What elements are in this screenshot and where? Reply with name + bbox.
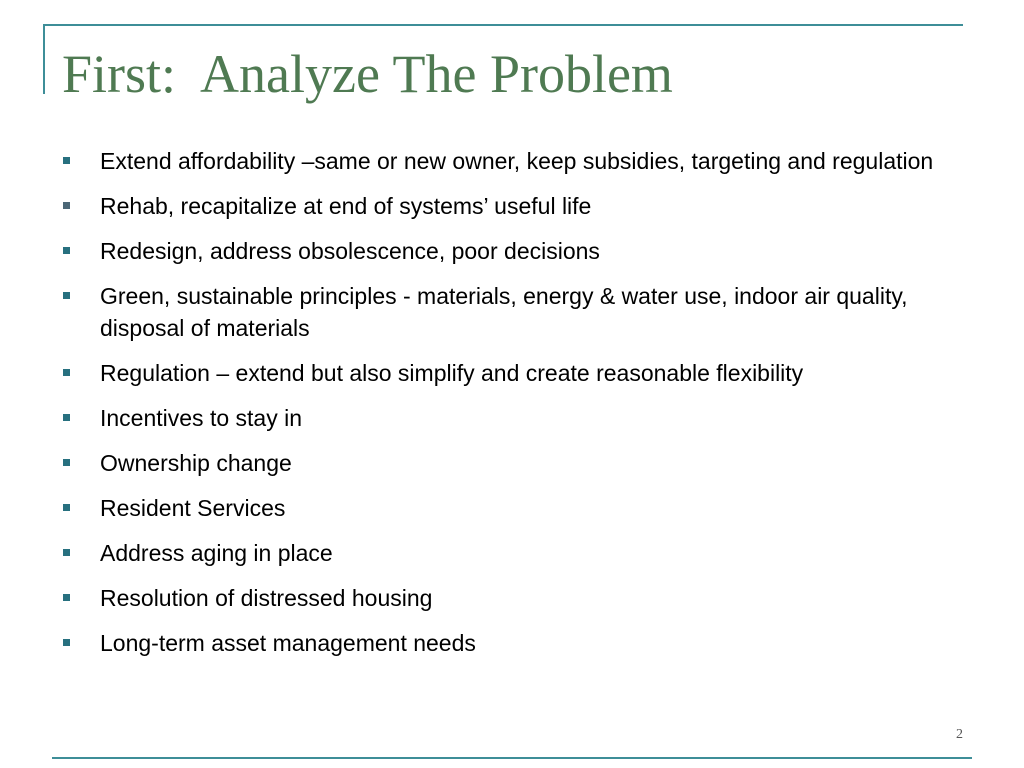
- bullet-item: [62, 402, 972, 434]
- bullet-text: Incentives to stay in: [100, 405, 302, 431]
- bullet-text: Rehab, recapitalize at end of systems’ useful life: [100, 193, 592, 219]
- bottom-frame-line: [52, 757, 972, 759]
- bullet-item: [62, 447, 972, 479]
- bullet-item: [62, 627, 972, 659]
- square-bullet-icon: [63, 292, 70, 299]
- bullet-item: [62, 582, 972, 614]
- bullet-item: [62, 537, 972, 569]
- bullet-item: [62, 357, 972, 389]
- bullet-text: Regulation – extend but also simplify and create reasonable flexibility: [100, 360, 804, 386]
- square-bullet-icon: [63, 247, 70, 254]
- square-bullet-icon: [63, 157, 70, 164]
- square-bullet-icon: [63, 459, 70, 466]
- bullet-list: [62, 145, 972, 672]
- square-bullet-icon: [63, 202, 70, 209]
- bullet-item: [62, 235, 972, 267]
- square-bullet-icon: [63, 414, 70, 421]
- bullet-item: [62, 145, 972, 177]
- bullet-text: Resident Services: [100, 495, 286, 521]
- bullet-text: Green, sustainable principles - materials, energy & water use, indoor air quality, disposal of materials: [100, 283, 908, 341]
- square-bullet-icon: [63, 504, 70, 511]
- page-number: 2: [956, 727, 963, 742]
- square-bullet-icon: [63, 639, 70, 646]
- bullet-text: Redesign, address obsolescence, poor decisions: [100, 238, 600, 264]
- bullet-text: Long-term asset management needs: [100, 630, 476, 656]
- slide-title: First: Analyze The Problem: [62, 44, 673, 104]
- bullet-text: Ownership change: [100, 450, 292, 476]
- bullet-text: Extend affordability –same or new owner, keep subsidies, targeting and regulation: [100, 148, 934, 174]
- square-bullet-icon: [63, 369, 70, 376]
- top-frame-line: [43, 24, 963, 26]
- square-bullet-icon: [63, 594, 70, 601]
- bullet-text: Address aging in place: [100, 540, 333, 566]
- bullet-item: [62, 280, 972, 344]
- left-frame-line: [43, 24, 45, 94]
- bullet-item: [62, 190, 972, 222]
- bullet-text: Resolution of distressed housing: [100, 585, 433, 611]
- square-bullet-icon: [63, 549, 70, 556]
- bullet-item: [62, 492, 972, 524]
